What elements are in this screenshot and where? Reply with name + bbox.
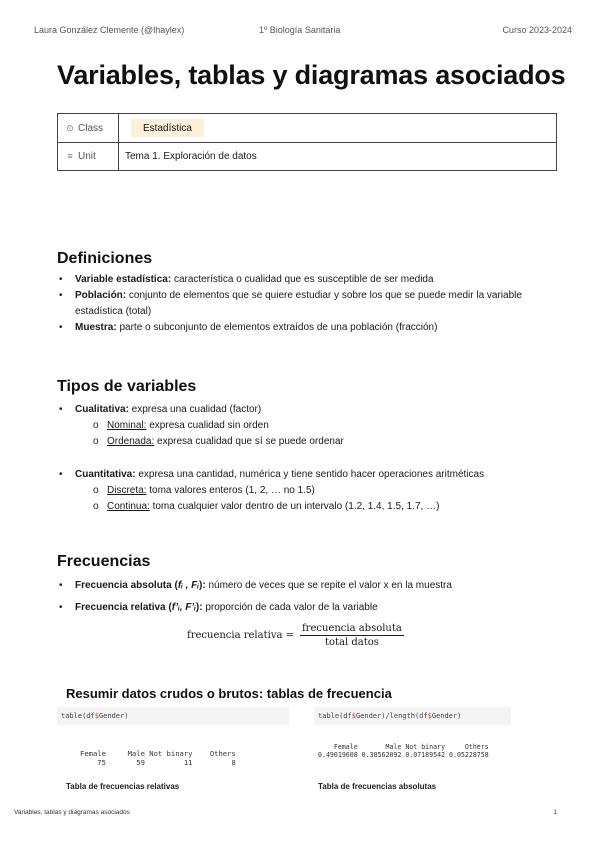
property-row-unit (58, 143, 557, 171)
caption-left: Tabla de frecuencias relativas (66, 782, 180, 791)
term: Discreta: (107, 485, 147, 496)
bullet-icon: • (59, 580, 63, 591)
term: Muestra: (75, 322, 117, 333)
unit-label: Unit (78, 151, 96, 162)
bullet-icon: • (59, 404, 63, 415)
code-text: table(df (318, 712, 352, 720)
property-key-class (58, 114, 119, 143)
footer-title: Variables, tablas y diagramas asociados (14, 809, 130, 816)
list-item (57, 288, 557, 320)
term: Cuantitativa: (75, 469, 136, 480)
sub-list-item (93, 418, 557, 434)
property-key-unit (58, 143, 119, 171)
header-year: Curso 2023-2024 (502, 25, 572, 35)
circle-bullet-icon: o (93, 436, 99, 447)
term (75, 602, 203, 613)
definition: expresa una cualidad (factor) (128, 404, 262, 415)
term-label: Frecuencia relativa ( (75, 602, 172, 613)
definition: toma valores enteros (1, 2, … no 1.5) (146, 485, 315, 496)
class-label: Class (78, 122, 104, 134)
list-item (57, 600, 557, 616)
heading-definiciones: Definiciones (57, 250, 153, 267)
heading-resumir: Resumir datos crudos o brutos: tablas de frecuencia (66, 686, 392, 701)
header-author: Laura González Clemente (@lhaylex) (34, 25, 185, 35)
lines-icon: ≡ (67, 151, 73, 161)
bullet-icon: • (59, 322, 63, 333)
heading-tipos: Tipos de variables (57, 378, 197, 395)
term-close: ): (195, 602, 203, 613)
definition: expresa cualidad que sí se puede ordenar (154, 436, 344, 447)
code-text: Gender)/length(df (355, 712, 428, 720)
formula (187, 623, 404, 648)
list-item (57, 272, 557, 288)
term-label: Frecuencia absoluta ( (75, 580, 178, 591)
term: Variable estadística: (75, 274, 172, 285)
property-value-unit: Tema 1. Exploración de datos (119, 143, 557, 171)
definition: característica o cualidad que es susceptible de ser medida (171, 274, 434, 285)
output-values-right: 0.49019608 0.38562092 0.07189542 0.05228758 (318, 751, 489, 759)
sub-list-item (93, 499, 557, 515)
bullet-icon: • (59, 469, 63, 480)
tipos-list-cuantitativa (57, 467, 557, 515)
definition: parte o subconjunto de elementos extraídos de una población (fracción) (116, 322, 438, 333)
page-title: Variables, tablas y diagramas asociados (57, 60, 566, 90)
symbols: fᵢ , Fᵢ (177, 580, 200, 591)
code-operator: $ (427, 712, 432, 720)
property-value-class (119, 114, 557, 143)
definition: conjunto de elementos que se quiere estudiar y sobre los que se puede medir la variable estadística (total) (75, 290, 522, 317)
target-icon: ⊙ (66, 122, 74, 133)
formula-fraction (300, 623, 404, 648)
output-header-left: Female Male Not binary Others (80, 749, 236, 758)
list-item (57, 402, 557, 450)
output-values-left: 75 59 11 8 (80, 758, 236, 767)
output-header-right: Female Male Not binary Others (318, 743, 489, 751)
class-tag[interactable]: Estadística (131, 119, 204, 137)
term (75, 580, 206, 591)
list-item (57, 578, 557, 594)
term: Población: (75, 290, 127, 301)
frecuencias-list (57, 578, 557, 616)
symbols: f’ᵢ, F’ᵢ (171, 602, 196, 613)
circle-bullet-icon: o (93, 501, 99, 512)
formula-denominator: total datos (324, 637, 379, 648)
term: Nominal: (107, 420, 147, 431)
code-operator: $ (351, 712, 356, 720)
tipos-list-cualitativa (57, 402, 557, 450)
definition: expresa una cantidad, numérica y tiene sentido hacer operaciones aritméticas (135, 469, 485, 480)
sublist (93, 483, 557, 515)
header-course: 1º Biología Sanitaria (259, 25, 341, 35)
bullet-icon: • (59, 602, 63, 613)
code-text: Gender) (431, 712, 462, 720)
list-item (57, 467, 557, 515)
formula-numerator: frecuencia absoluta (301, 623, 402, 634)
definition: toma cualquier valor dentro de un intervalo (1.2, 1.4, 1.5, 1.7, …) (149, 501, 440, 512)
definiciones-list (57, 272, 557, 336)
sub-list-item (93, 434, 557, 450)
circle-bullet-icon: o (93, 485, 99, 496)
sublist (93, 418, 557, 450)
bullet-icon: • (59, 290, 63, 301)
definition: expresa cualidad sin orden (146, 420, 269, 431)
term-close: ): (199, 580, 206, 591)
list-item (57, 320, 557, 336)
property-row-class (58, 114, 557, 143)
caption-right: Tabla de frecuencias absolutas (318, 782, 437, 791)
term: Continua: (107, 501, 150, 512)
code-text: Gender) (98, 712, 129, 720)
code-text: table(df (61, 712, 95, 720)
circle-bullet-icon: o (93, 420, 99, 431)
term: Ordenada: (107, 436, 155, 447)
sub-list-item (93, 483, 557, 499)
code-block-right (314, 707, 511, 725)
term: Cualitativa: (75, 404, 129, 415)
code-block-left (57, 707, 289, 725)
properties-table (57, 113, 557, 171)
formula-lhs: frecuencia relativa = (187, 630, 294, 641)
definition: proporción de cada valor de la variable (202, 602, 378, 613)
bullet-icon: • (59, 274, 63, 285)
code-operator: $ (94, 712, 99, 720)
footer-page-number: 1 (553, 809, 557, 816)
heading-frecuencias: Frecuencias (57, 553, 151, 570)
definition: número de veces que se repite el valor x en la muestra (205, 580, 452, 591)
